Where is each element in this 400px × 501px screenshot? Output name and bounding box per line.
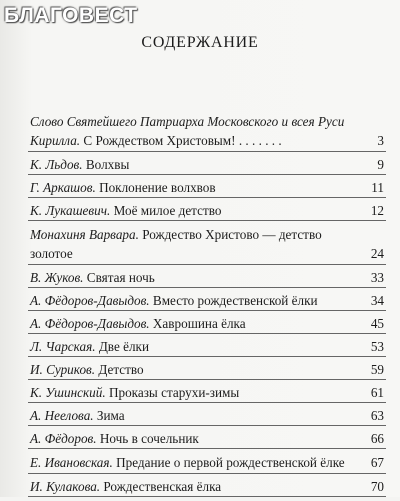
toc-entry (28, 430, 386, 449)
toc-entry (28, 478, 386, 497)
toc-entry (28, 407, 386, 426)
page-title: СОДЕРЖАНИЕ (141, 34, 259, 51)
toc-page-number: 53 (370, 339, 384, 354)
toc-entry (28, 112, 386, 152)
toc-title: Две ёлки (98, 339, 150, 354)
toc-title: Поклонение волхвов (99, 180, 216, 195)
toc-page-number: 66 (370, 431, 384, 446)
toc-author: Г. Аркашов. (30, 180, 96, 195)
toc-title: Рождественская ёлка (103, 479, 222, 494)
toc-page-number: 61 (370, 385, 384, 400)
toc-title: Зима (96, 408, 125, 423)
toc-title: Святая ночь (86, 270, 155, 285)
toc-entry (28, 202, 386, 221)
toc-entry (28, 292, 386, 311)
toc-page-number: 63 (370, 408, 384, 423)
toc-entry (28, 179, 386, 198)
toc-page-number: 67 (370, 455, 384, 470)
toc-title: Рождество Христово — детство золотое (30, 227, 322, 261)
toc-entry (28, 315, 386, 334)
toc-title: Предание о первой рождественской ёлке (116, 455, 345, 470)
toc-entry (28, 269, 386, 288)
toc-author: Слово Святейшего Патриарха Московского и всея Руси Кирилла. (30, 114, 345, 148)
toc-author: А. Фёдоров. (30, 431, 97, 446)
toc-author: И. Кулакова. (30, 479, 101, 494)
toc-entry (28, 225, 386, 265)
toc-author: А. Фёдоров-Давыдов. (30, 293, 150, 308)
toc-author: К. Лукашевич. (30, 203, 111, 218)
toc-author: В. Жуков. (30, 270, 84, 285)
toc-page-number: 34 (370, 293, 384, 308)
toc-author: Е. Ивановская. (30, 455, 113, 470)
toc-entry (28, 156, 386, 175)
toc-entry (28, 361, 386, 380)
toc-author: И. Суриков. (30, 362, 96, 377)
toc-author: Монахиня Варвара. (30, 227, 139, 242)
watermark-logo: БЛАГОВЕСТ (4, 4, 138, 27)
toc-page-number: 59 (370, 362, 384, 377)
toc-entry (28, 453, 386, 474)
toc-entry (28, 338, 386, 357)
toc-page-number: 33 (370, 270, 384, 285)
toc-title: Волхвы (85, 157, 130, 172)
toc-page-number: 70 (370, 479, 384, 494)
toc-title: Ночь в сочельник (99, 431, 199, 446)
table-of-contents (28, 112, 386, 501)
toc-entry (28, 384, 386, 403)
toc-author: К. Льдов. (30, 157, 83, 172)
toc-title: С Рождеством Христовым! . . . . . . . (83, 133, 282, 148)
toc-page-number: 3 (377, 133, 384, 148)
toc-page-number: 12 (370, 203, 384, 218)
toc-title: Хаврошина ёлка (152, 316, 246, 331)
toc-author: А. Фёдоров-Давыдов. (30, 316, 150, 331)
toc-page-number: 11 (371, 180, 384, 195)
toc-author: Л. Чарская. (30, 339, 96, 354)
toc-page-number: 9 (377, 157, 384, 172)
toc-page-number: 45 (370, 316, 384, 331)
toc-author: К. Ушинский. (30, 385, 106, 400)
toc-title: Моё милое детство (113, 203, 222, 218)
toc-title: Вместо рождественской ёлки (152, 293, 318, 308)
toc-title: Детство (98, 362, 144, 377)
toc-title: Проказы старухи-зимы (108, 385, 240, 400)
toc-page-number: 24 (370, 246, 384, 261)
toc-author: А. Неелова. (30, 408, 94, 423)
